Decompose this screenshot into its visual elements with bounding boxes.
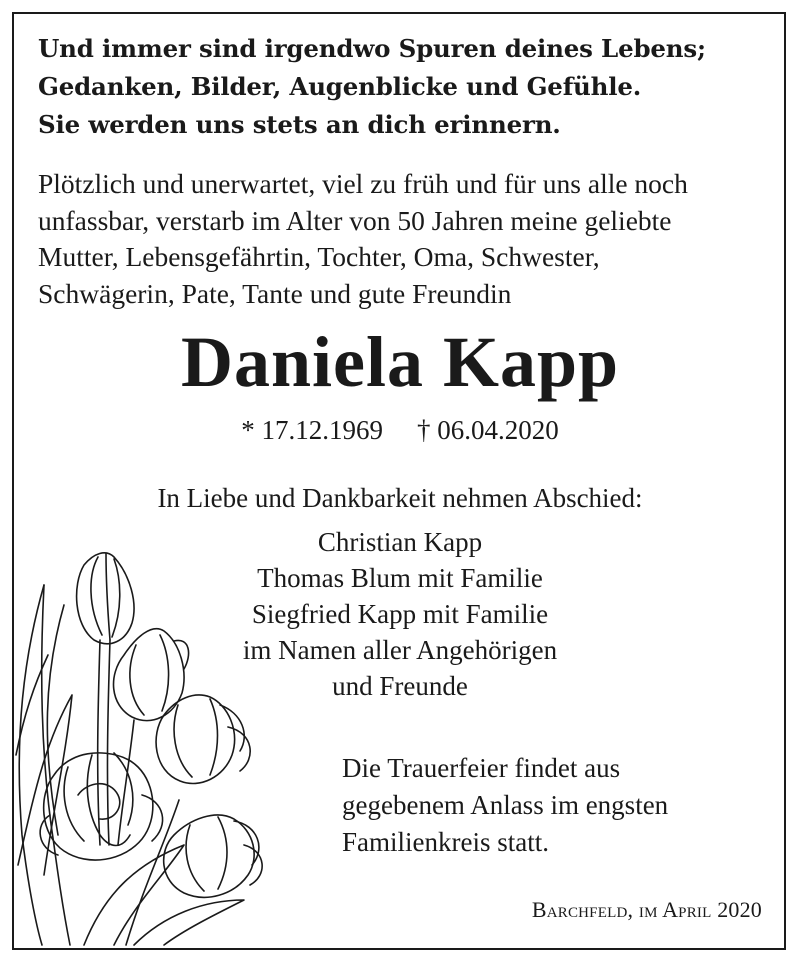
memorial-quote: [38, 30, 778, 144]
announcement-line: Schwägerin, Pate, Tante und gute Freundin: [38, 277, 512, 309]
mourner-name: und Freunde: [332, 671, 468, 701]
announcement-line: Mutter, Lebensgefährtin, Tochter, Oma, Schwester,: [38, 241, 600, 272]
ceremony-line: Familienkreis statt.: [342, 827, 549, 857]
deceased-name: Daniela Kapp: [180, 322, 620, 402]
announcement-line: Plötzlich und unerwartet, viel zu früh und für uns alle noch: [38, 168, 688, 199]
death-date: † 06.04.2020: [417, 415, 559, 445]
place-and-date: Barchfeld, im April 2020: [531, 897, 762, 922]
birth-date: * 17.12.1969: [241, 415, 383, 445]
death-announcement-text: [38, 166, 778, 312]
ceremony-line: gegebenem Anlass im engsten: [342, 790, 669, 820]
life-dates: [0, 412, 800, 448]
tulip-bouquet-illustration: [14, 545, 274, 948]
quote-line: Gedanken, Bilder, Augenblicke und Gefühle.: [38, 72, 642, 101]
mourner-name: im Namen aller Angehörigen: [242, 635, 558, 665]
mourner-name: Siegfried Kapp mit Familie: [251, 599, 549, 629]
mourner-name: Thomas Blum mit Familie: [257, 563, 543, 593]
announcement-line: unfassbar, verstarb im Alter von 50 Jahren meine geliebte: [38, 204, 672, 236]
quote-line: Und immer sind irgendwo Spuren deines Lebens;: [38, 34, 706, 63]
ceremony-note: [342, 750, 762, 861]
mourner-name: Christian Kapp: [317, 527, 483, 557]
farewell-line: In Liebe und Dankbarkeit nehmen Abschied:: [157, 483, 643, 513]
quote-line: Sie werden uns stets an dich erinnern.: [38, 110, 561, 139]
ceremony-line: Die Trauerfeier findet aus: [342, 753, 621, 783]
